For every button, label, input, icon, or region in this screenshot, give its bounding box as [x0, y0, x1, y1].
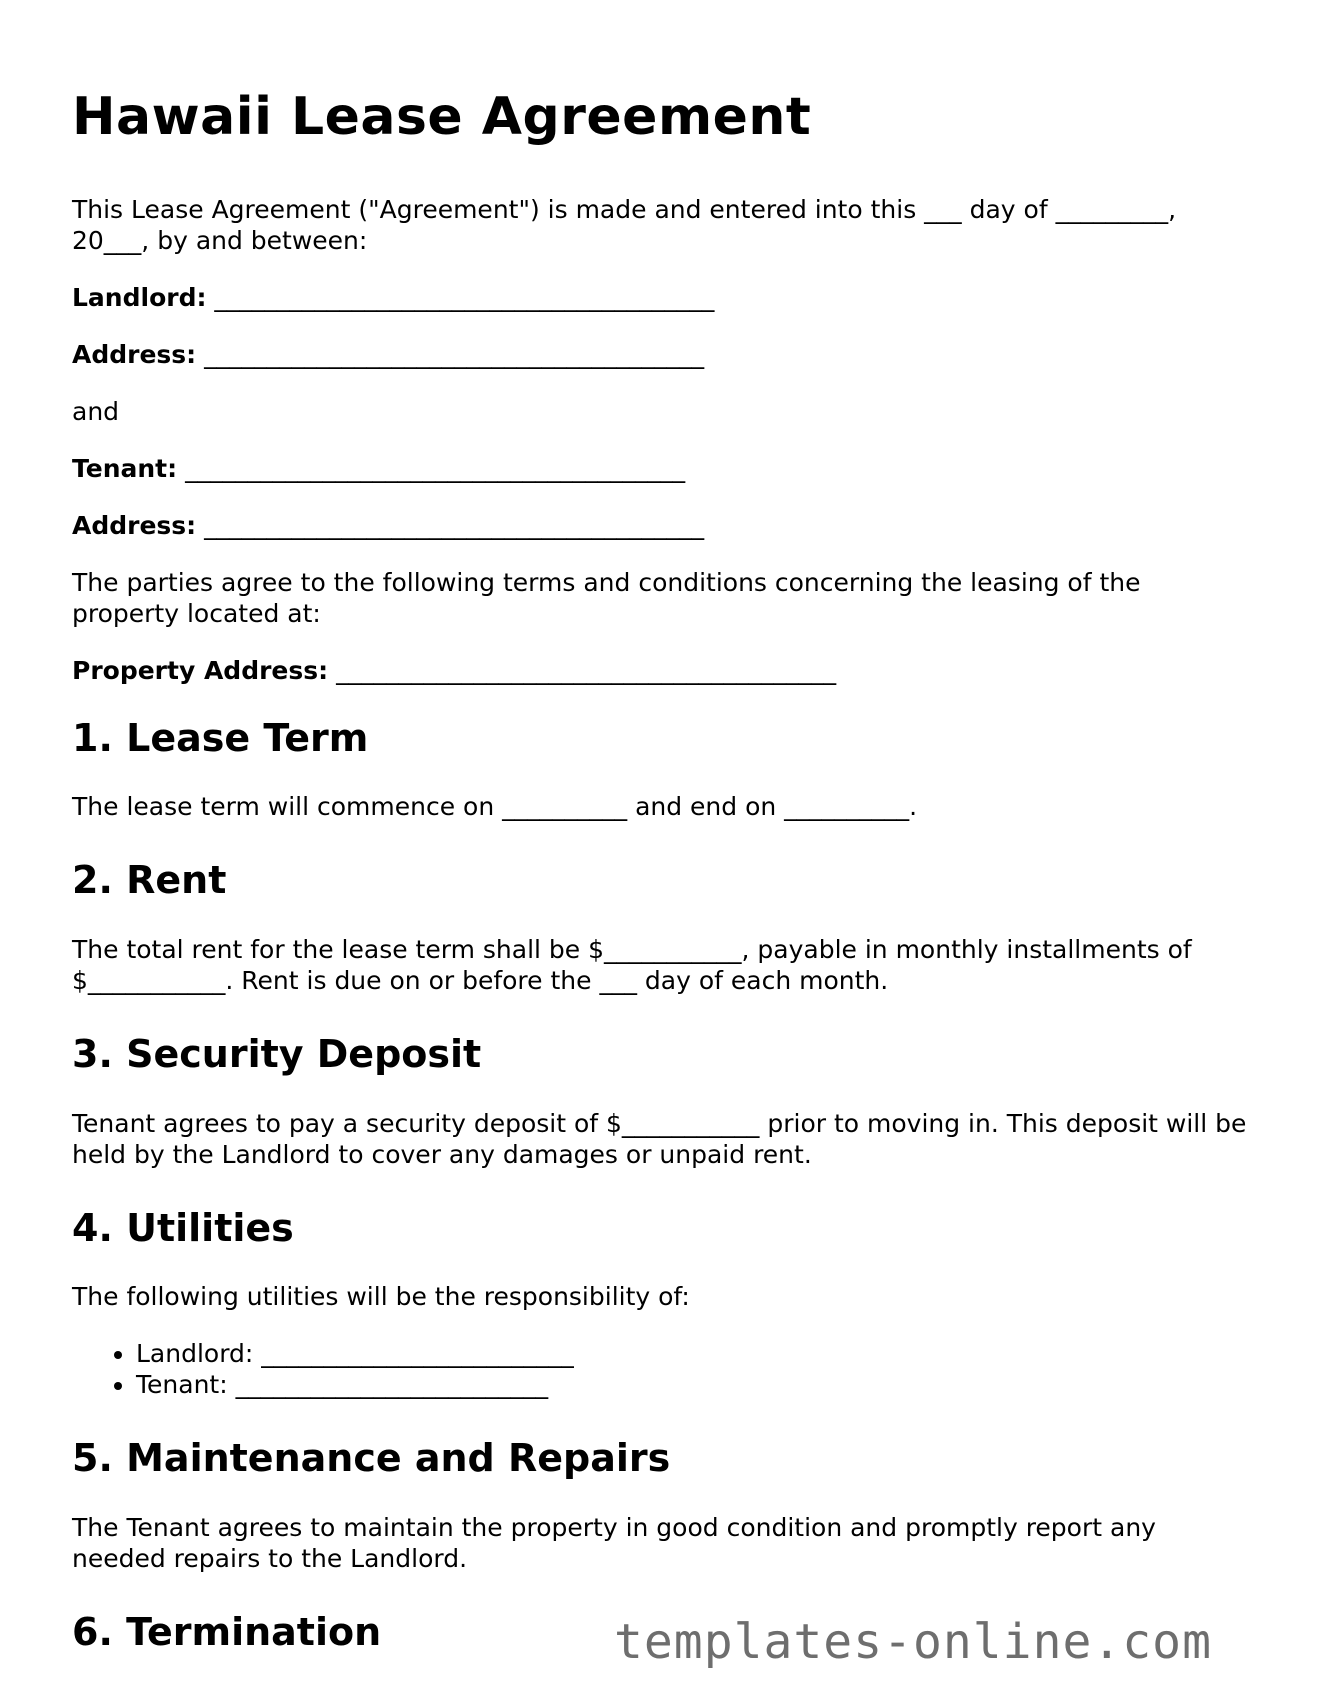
landlord-field	[72, 282, 1252, 313]
tenant-blank: ________________________________________	[185, 453, 686, 483]
tenant-address-label: Address:	[72, 510, 197, 540]
tenant-label: Tenant:	[72, 453, 178, 483]
list-item: • Tenant: _________________________	[136, 1369, 1252, 1400]
document-title: Hawaii Lease Agreement	[72, 87, 812, 147]
parties-paragraph: The parties agree to the following terms and conditions concerning the leasing of the property located at:	[72, 567, 1141, 628]
section-heading-utilities: 4. Utilities	[72, 1205, 294, 1250]
property-address-blank: ________________________________________	[336, 655, 837, 685]
property-address-field	[72, 655, 1252, 686]
section-heading-maintenance: 5. Maintenance and Repairs	[72, 1436, 671, 1481]
property-address-label: Property Address:	[72, 655, 329, 685]
intro-paragraph: This Lease Agreement ("Agreement") is made and entered into this ___ day of _________, 20___, by and between:	[72, 194, 1177, 255]
tenant-address-blank: ________________________________________	[204, 510, 705, 540]
tenant-field	[72, 453, 1252, 484]
security-deposit-text: Tenant agrees to pay a security deposit of $___________ prior to moving in. This deposit will be held by the Landlord to cover any damages or unpaid rent.	[72, 1108, 1247, 1169]
lease-term-text: The lease term will commence on __________ and end on __________.	[72, 792, 918, 822]
utilities-text: The following utilities will be the responsibility of:	[72, 1282, 690, 1312]
utilities-list	[72, 1338, 1252, 1400]
section-heading-lease-term: 1. Lease Term	[72, 715, 369, 760]
section-heading-security-deposit: 3. Security Deposit	[72, 1031, 482, 1076]
landlord-blank: ________________________________________	[214, 282, 715, 312]
landlord-address-label: Address:	[72, 339, 197, 369]
landlord-address-field	[72, 339, 1252, 370]
watermark-text: templates-online.com	[614, 1614, 1212, 1670]
section-heading-rent: 2. Rent	[72, 858, 227, 903]
section-heading-termination: 6. Termination	[72, 1609, 382, 1654]
lease-document	[72, 88, 1252, 1685]
and-text: and	[72, 396, 120, 426]
landlord-address-blank: ________________________________________	[204, 339, 705, 369]
landlord-label: Landlord:	[72, 282, 207, 312]
rent-text: The total rent for the lease term shall be $___________, payable in monthly installments of $___________. Rent is due on or before the ___ day of each month.	[72, 934, 1192, 995]
list-item: • Landlord: _________________________	[136, 1338, 1252, 1369]
maintenance-text: The Tenant agrees to maintain the property in good condition and promptly report any needed repairs to the Landlord.	[72, 1512, 1156, 1573]
tenant-address-field	[72, 510, 1252, 541]
